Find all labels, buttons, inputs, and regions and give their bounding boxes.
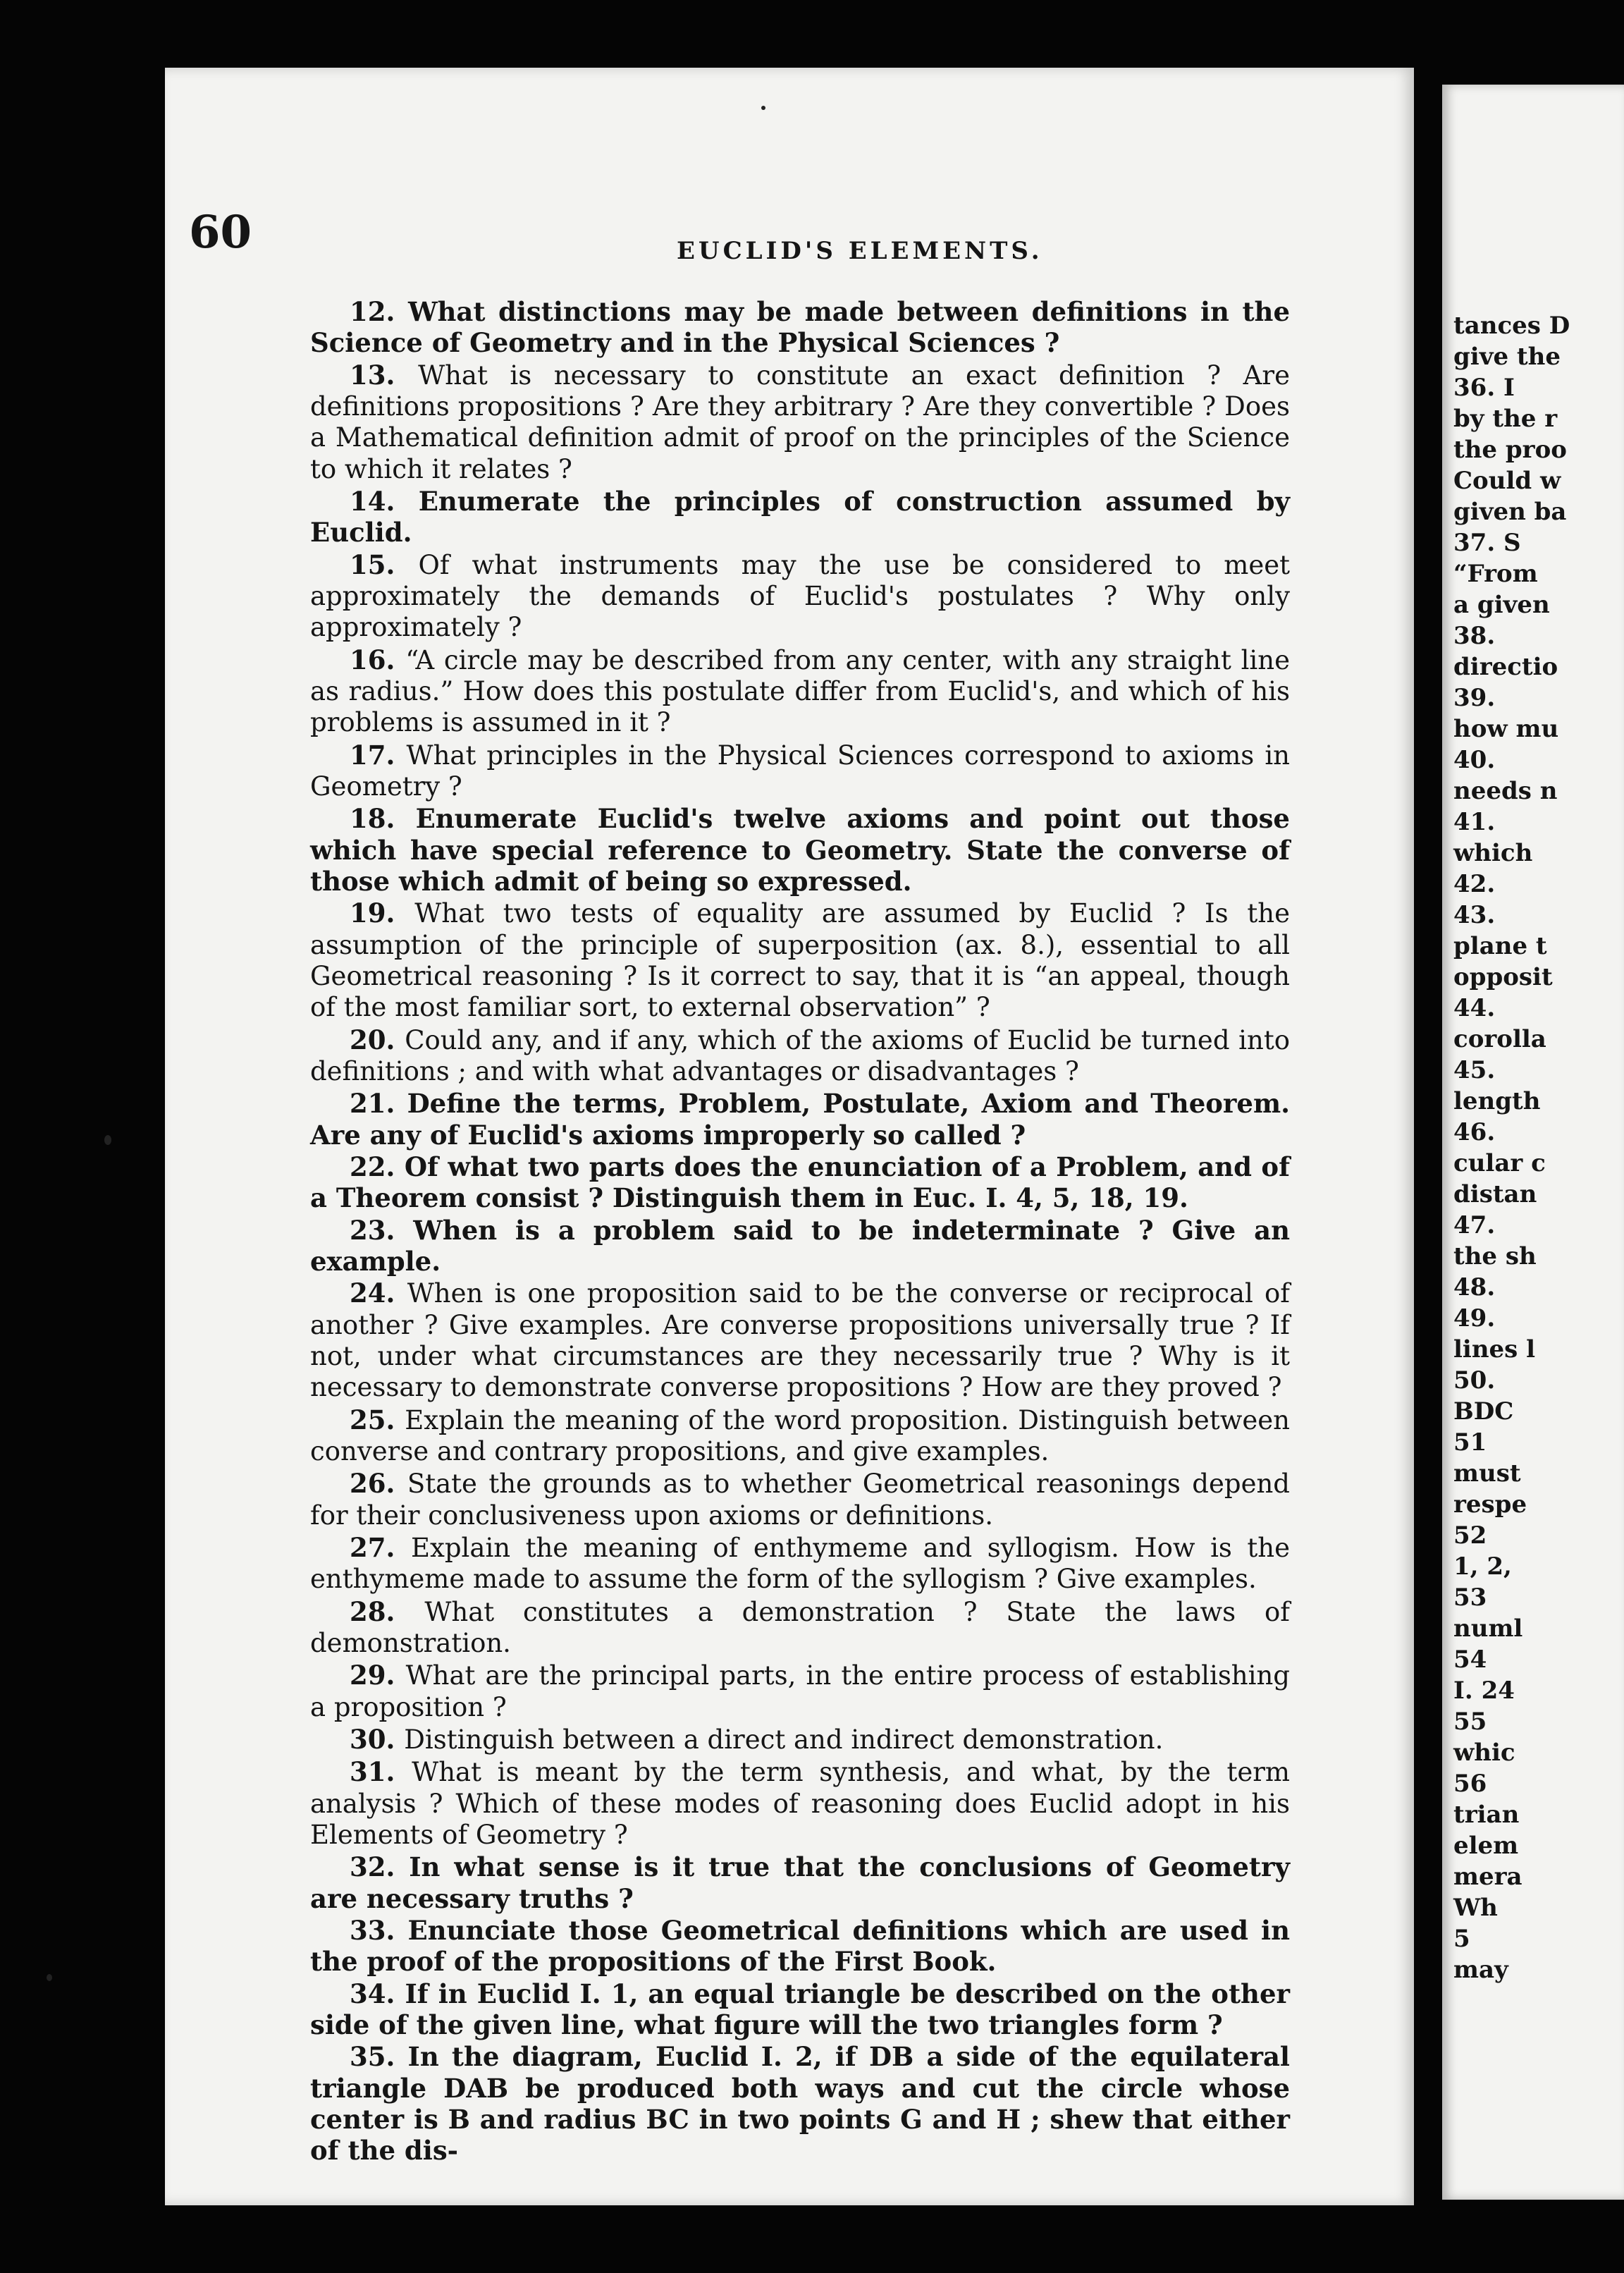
right-page-line: 51 (1453, 1428, 1487, 1457)
question-number: 34. (350, 1978, 405, 2009)
right-page-line: by the r (1453, 405, 1558, 433)
right-page-line: 56 (1453, 1770, 1487, 1798)
question-item (310, 803, 1290, 897)
question-item (310, 486, 1290, 549)
question-number: 27. (350, 1531, 411, 1563)
question-text: What constitutes a demonstration ? State the laws of demonstration. (310, 1596, 1290, 1658)
right-page-line: 43. (1453, 901, 1496, 929)
question-item (310, 360, 1290, 485)
question-number: 15. (350, 549, 419, 580)
question-number: 21. (350, 1088, 407, 1120)
right-page-line: 40. (1453, 746, 1496, 774)
right-page-line: tances D (1453, 312, 1570, 340)
question-text: Distinguish between a direct and indirect demonstration. (404, 1724, 1164, 1756)
question-text: “A circle may be described from any center, with any straight line as radius.” How does this postulate differ from Euclid's, and which of his problems is assumed in it ? (310, 644, 1290, 738)
question-number: 14. (350, 485, 419, 517)
question-text: State the grounds as to whether Geometrical reasonings depend for their conclusiveness upon axioms or definitions. (310, 1469, 1290, 1531)
question-item (310, 2041, 1290, 2166)
right-page-line: lines l (1453, 1335, 1536, 1364)
question-item (310, 897, 1290, 1023)
question-text: Explain the meaning of enthymeme and syllogism. How is the enthymeme made to assume the form of the syllogism ? Give examples. (310, 1532, 1290, 1595)
question-text: Of what instruments may the use be considered to meet approximately the demands of Euclid's postulates ? Why only approximately ? (310, 549, 1290, 643)
question-number: 35. (350, 2041, 408, 2073)
right-page-line: 49. (1453, 1304, 1496, 1332)
right-page-line: 36. I (1453, 374, 1515, 402)
question-text: Enumerate the principles of construction assumed by Euclid. (310, 485, 1290, 549)
question-text: When is a problem said to be indeterminate ? Give an example. (310, 1214, 1290, 1277)
specks (104, 1135, 111, 1145)
question-text: What is meant by the term synthesis, and what, by the term analysis ? Which of these modes of reasoning does Euclid adopt in his Elements of Geometry ? (310, 1757, 1290, 1851)
right-page-line: “From (1453, 560, 1538, 588)
right-page-line: mera (1453, 1863, 1522, 1891)
question-number: 29. (350, 1660, 406, 1691)
right-page-line: 55 (1453, 1708, 1487, 1736)
question-item (310, 1278, 1290, 1403)
right-page-line: directio (1453, 653, 1558, 681)
right-page-text (1453, 310, 1570, 1985)
right-page-line: 37. S (1453, 529, 1521, 557)
question-item (310, 1151, 1290, 1214)
right-page-line: numl (1453, 1615, 1523, 1643)
right-page-line: a given (1453, 591, 1550, 619)
question-item (310, 1532, 1290, 1595)
question-item (310, 1756, 1290, 1851)
right-page-line: 44. (1453, 994, 1496, 1022)
question-text: Explain the meaning of the word proposition. Distinguish between converse and contrary propositions, and give examples. (310, 1404, 1290, 1466)
right-page-line: 47. (1453, 1211, 1496, 1239)
right-page-line: 5 (1453, 1925, 1470, 1953)
right-page-line: respe (1453, 1490, 1527, 1519)
question-number: 26. (350, 1468, 407, 1500)
question-text: What distinctions may be made between definitions in the Science of Geometry and in the Physical Sciences ? (310, 296, 1290, 359)
question-item (310, 1978, 1290, 2041)
question-item (310, 1404, 1290, 1468)
right-page-line: Wh (1453, 1894, 1498, 1922)
question-text: What principles in the Physical Sciences correspond to axioms in Geometry ? (310, 740, 1290, 802)
question-number: 13. (350, 359, 419, 391)
question-number: 23. (350, 1214, 414, 1246)
question-text: What two tests of equality are assumed by Euclid ? Is the assumption of the principle of superposition (ax. 8.), essential to all Geometrical reasoning ? Is it correct to say, that it is “an appeal, though of the most familiar sort, to external observation” ? (310, 898, 1290, 1023)
question-number: 16. (350, 644, 406, 675)
right-page-line: whic (1453, 1739, 1515, 1767)
question-item (310, 1724, 1290, 1756)
right-page-line: given ba (1453, 498, 1567, 526)
right-page-line: opposit (1453, 963, 1553, 991)
right-page-line: the proo (1453, 436, 1567, 464)
right-page-line: I. 24 (1453, 1677, 1515, 1705)
question-item (310, 1024, 1290, 1088)
question-text: What are the principal parts, in the entire process of establishing a proposition ? (310, 1660, 1290, 1722)
right-page-line: 53 (1453, 1583, 1487, 1612)
question-text: Enumerate Euclid's twelve axioms and point out those which have special reference to Geometry. State the converse of those which admit of being so expressed. (310, 803, 1290, 897)
right-page-line: 45. (1453, 1056, 1496, 1084)
question-list (310, 296, 1290, 2167)
question-text: In the diagram, Euclid I. 2, if DB a side of the equilateral triangle DAB be produced both ways and cut the circle whose center is B and radius BC in two points G and H ; shew that either of the dis- (310, 2041, 1290, 2167)
question-text: Of what two parts does the enunciation of a Problem, and of a Theorem consist ? Distinguish them in Euc. I. 4, 5, 18, 19. (310, 1151, 1290, 1214)
right-page-line: may (1453, 1956, 1508, 1984)
question-item (310, 549, 1290, 644)
question-item (310, 1915, 1290, 1978)
right-page-line: needs n (1453, 777, 1558, 805)
question-number: 25. (350, 1404, 405, 1435)
question-number: 19. (350, 897, 415, 929)
question-number: 12. (350, 296, 408, 327)
right-page-line: 52 (1453, 1521, 1487, 1550)
question-item (310, 296, 1290, 359)
right-page-line: cular c (1453, 1149, 1546, 1177)
right-page-line: BDC (1453, 1397, 1514, 1426)
question-item (310, 1851, 1290, 1914)
question-number: 28. (350, 1595, 425, 1627)
question-text: Define the terms, Problem, Postulate, Axiom and Theorem. Are any of Euclid's axioms improperly so called ? (310, 1088, 1290, 1151)
question-item (310, 740, 1290, 803)
question-text: Enunciate those Geometrical definitions which are used in the proof of the propositions of the First Book. (310, 1915, 1290, 1978)
question-text: When is one proposition said to be the converse or reciprocal of another ? Give examples. Are converse propositions universally true ? If not, under what circumstances are they necessarily true ? Why is it necessary to demonstrate converse propositions ? How are they proved ? (310, 1278, 1290, 1403)
right-page-line: give the (1453, 343, 1561, 371)
right-page-line: 46. (1453, 1118, 1496, 1146)
right-page-line: how mu (1453, 715, 1559, 743)
question-text: What is necessary to constitute an exact definition ? Are definitions propositions ? Are they arbitrary ? Are they convertible ? Does a Mathematical definition admit of proof on the principles of the Science to which it relates ? (310, 360, 1290, 484)
question-number: 22. (350, 1151, 405, 1182)
question-item (310, 1468, 1290, 1531)
right-page-line: distan (1453, 1180, 1537, 1208)
right-page-line: length (1453, 1087, 1541, 1115)
question-number: 18. (350, 803, 416, 835)
right-page-line: trian (1453, 1801, 1520, 1829)
question-item (310, 1088, 1290, 1151)
right-page-line: Could w (1453, 467, 1561, 495)
right-page-line: corolla (1453, 1025, 1546, 1053)
question-text: Could any, and if any, which of the axioms of Euclid be turned into definitions ; and with what advantages or disadvantages ? (310, 1024, 1290, 1086)
question-number: 20. (350, 1024, 405, 1055)
question-number: 31. (350, 1756, 412, 1788)
question-number: 33. (350, 1915, 408, 1947)
right-page-line: elem (1453, 1832, 1519, 1860)
right-page-line: which (1453, 839, 1533, 867)
right-page-line: 39. (1453, 684, 1496, 712)
right-page-line: must (1453, 1459, 1521, 1488)
right-page-line: 50. (1453, 1366, 1496, 1395)
page-number: 60 (189, 206, 252, 259)
question-number: 17. (350, 739, 407, 771)
right-page-line: plane t (1453, 932, 1547, 960)
right-page-line: the sh (1453, 1242, 1537, 1270)
question-item (310, 1215, 1290, 1278)
right-page-line: 48. (1453, 1273, 1496, 1301)
question-text: In what sense is it true that the conclusions of Geometry are necessary truths ? (310, 1851, 1290, 1914)
question-number: 30. (350, 1724, 405, 1756)
question-number: 24. (350, 1278, 407, 1309)
question-item (310, 1660, 1290, 1723)
specks (47, 1974, 52, 1981)
question-item (310, 644, 1290, 739)
right-page-line: 1, 2, (1453, 1552, 1512, 1581)
right-page-line: 38. (1453, 622, 1496, 650)
right-page-line: 54 (1453, 1646, 1487, 1674)
question-text: If in Euclid I. 1, an equal triangle be described on the other side of the given line, what figure will the two triangles form ? (310, 1978, 1290, 2041)
right-page-line: 42. (1453, 870, 1496, 898)
running-head: EUCLID'S ELEMENTS. (677, 237, 1043, 265)
question-number: 32. (350, 1851, 410, 1883)
specks (761, 106, 765, 110)
question-item (310, 1596, 1290, 1660)
right-page-line: 41. (1453, 808, 1496, 836)
